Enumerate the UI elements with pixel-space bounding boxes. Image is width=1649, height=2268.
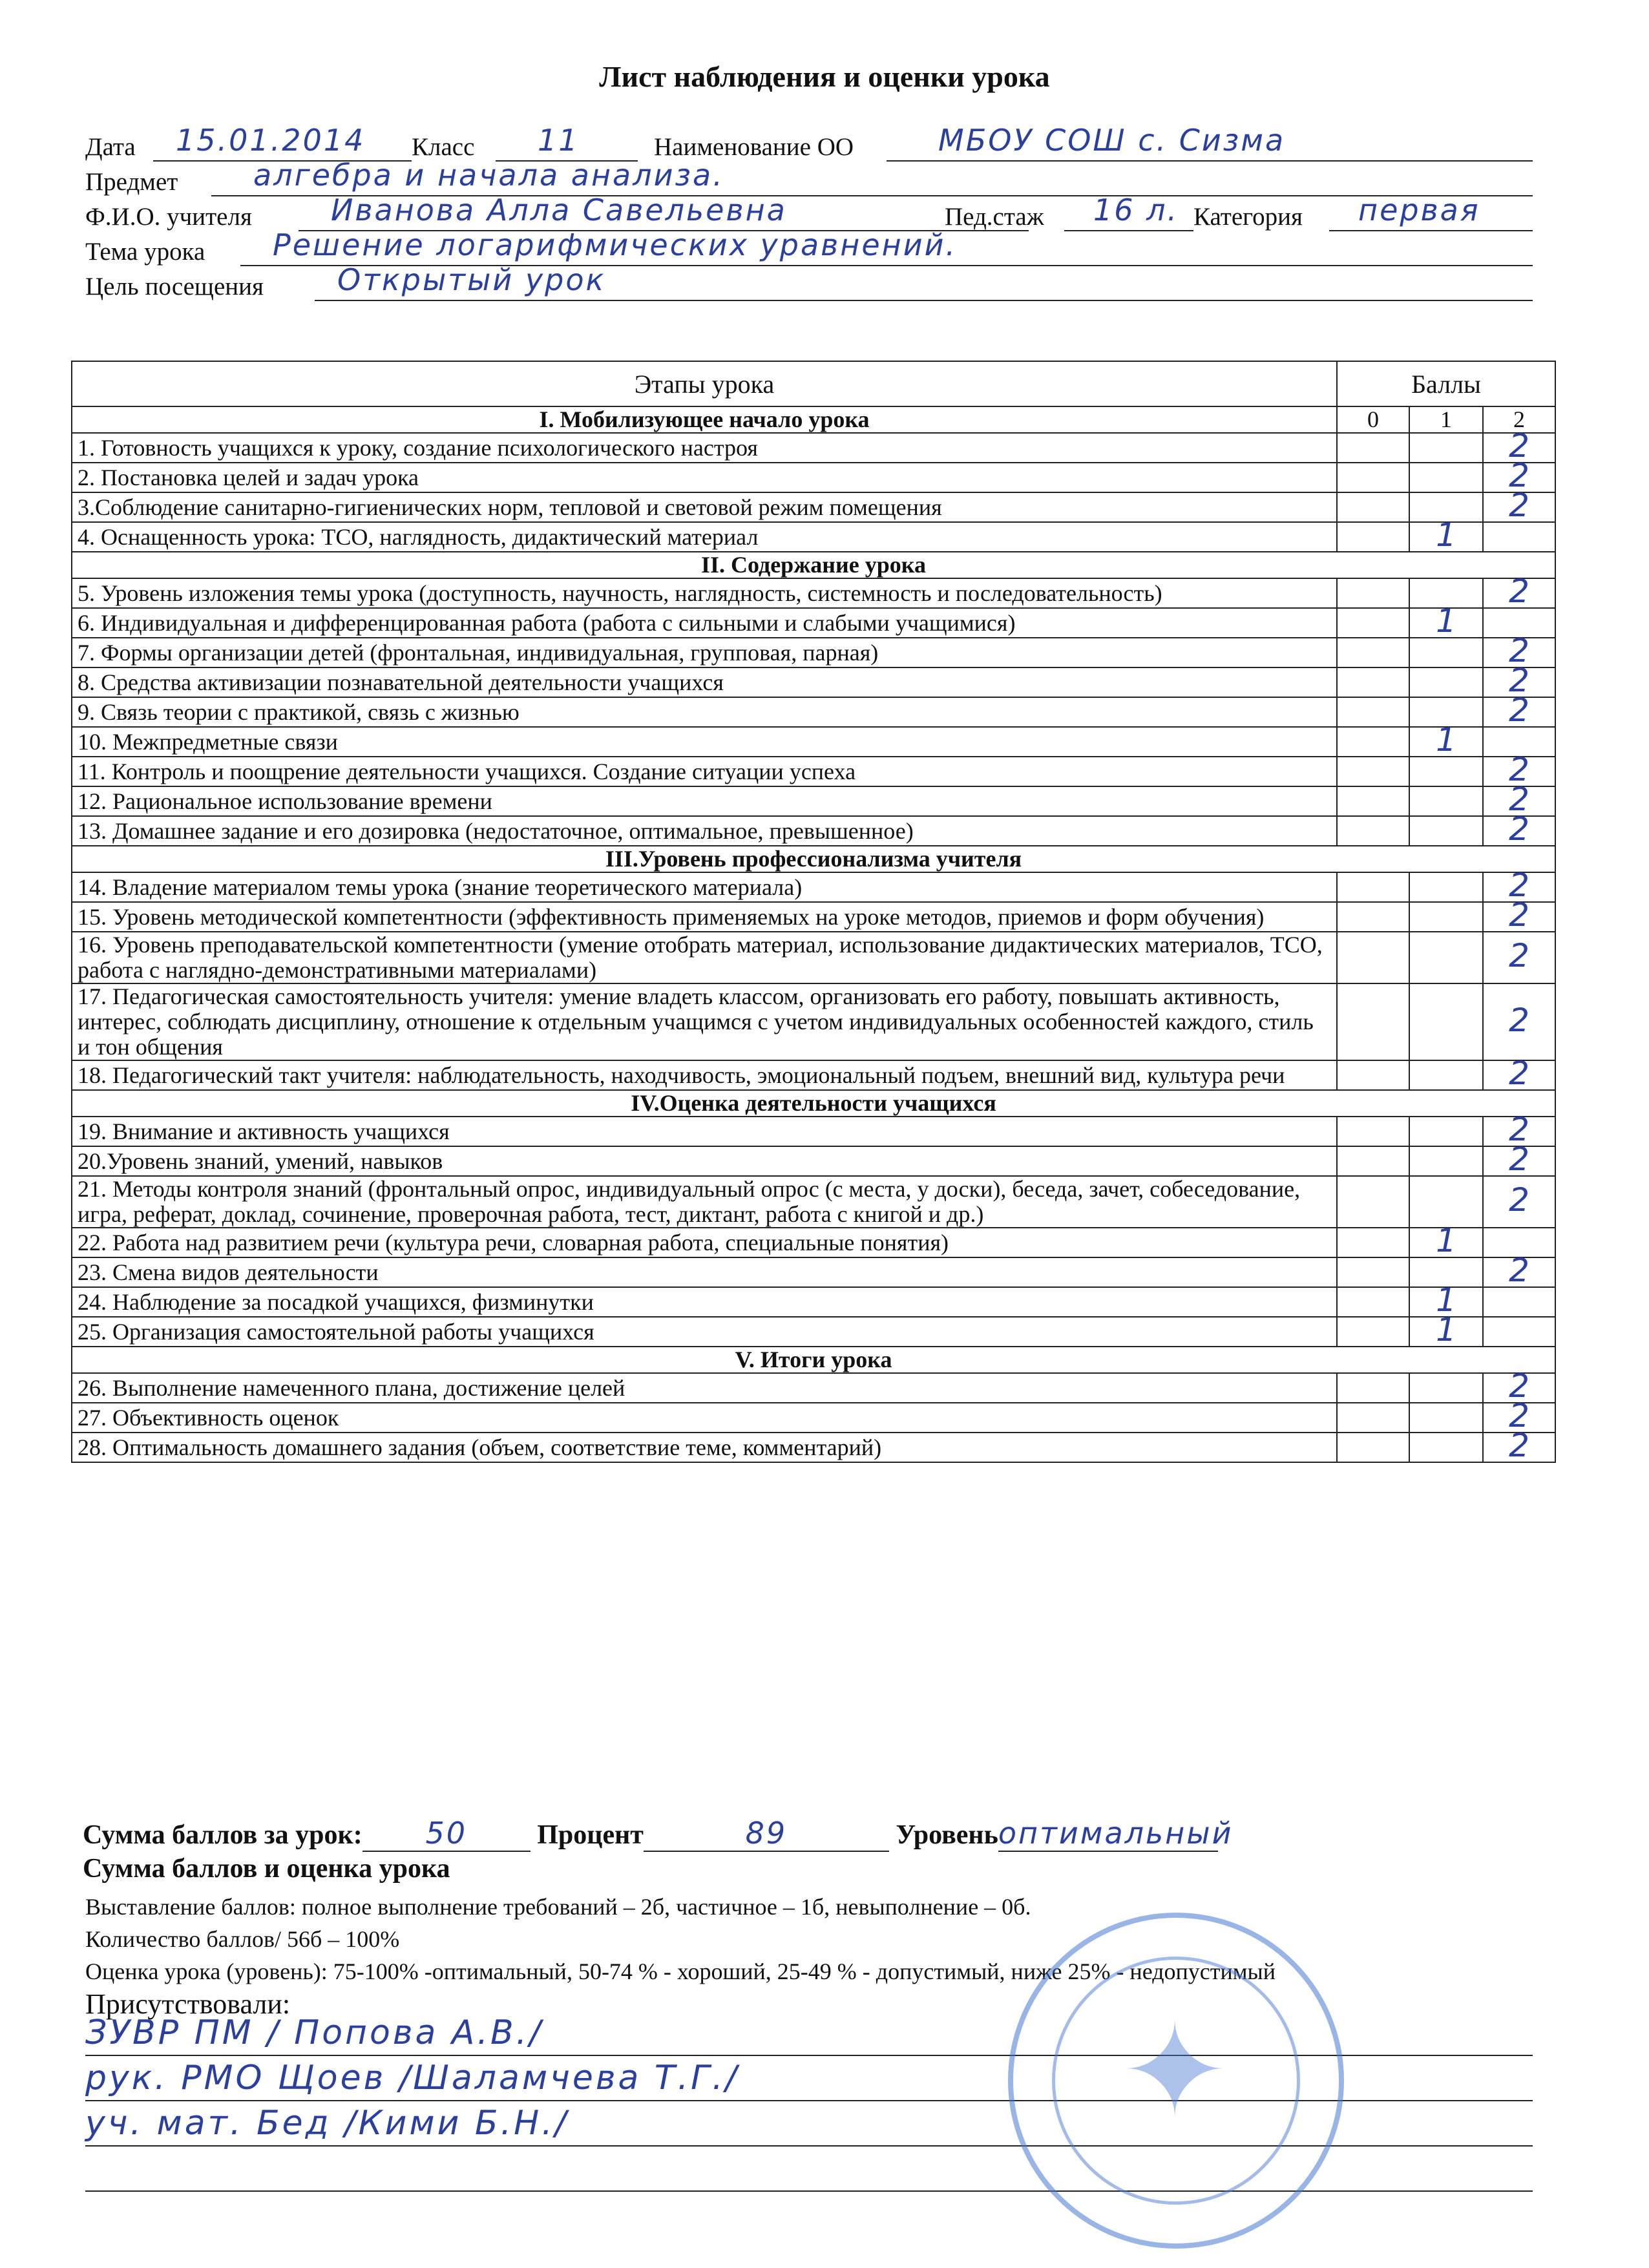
date-label: Дата: [85, 133, 136, 161]
criterion-text: 4. Оснащенность урока: ТСО, наглядность, дидактический материал: [72, 522, 1337, 552]
org-value: МБОУ СОШ с. Сизма: [938, 123, 1286, 158]
score-cell-1: [1409, 721, 1483, 759]
score-mark: 2: [1509, 751, 1529, 788]
table-row: [72, 1287, 1555, 1317]
score-cell-2: [1483, 896, 1555, 934]
table-row: [72, 872, 1555, 902]
score-cell-0: [1337, 786, 1409, 816]
percent-label: Процент: [537, 1820, 644, 1850]
score-cell-2: [1483, 1176, 1555, 1228]
table-row: [72, 433, 1555, 463]
table-row: [72, 1433, 1555, 1462]
score-cell-0: [1337, 578, 1409, 608]
criterion-text: 21. Методы контроля знаний (фронтальный опрос, индивидуальный опрос (с места, у доски), беседа, зачет, собеседование, игра, реферат, доклад, сочинение, проверочная работа, тест, диктант, работа с книгой и др.): [72, 1176, 1337, 1228]
score-mark: 2: [1509, 457, 1529, 494]
table-row: [72, 1176, 1555, 1228]
score-cell-1: [1409, 1222, 1483, 1259]
table-row: [72, 608, 1555, 638]
score-cell-0: [1337, 638, 1409, 667]
scoring-note: Выставление баллов: полное выполнение требований – 2б, частичное – 1б, невыполнение – 0б.: [85, 1894, 1031, 1920]
header-row-subject: [85, 158, 1533, 200]
score-cell-1: [1409, 1176, 1483, 1228]
score-cell-0: [1337, 932, 1409, 983]
attendee-signature-1: ЗУВР ПМ / Попова А.В./: [85, 2013, 543, 2052]
table-row: [72, 522, 1555, 552]
percent-line: [644, 1816, 889, 1852]
score-header-0: 0: [1337, 406, 1409, 433]
criterion-text: 14. Владение материалом темы урока (знание теоретического материала): [72, 872, 1337, 902]
col-stages-header: Этапы урока: [72, 361, 1337, 406]
score-cell-1: [1409, 902, 1483, 932]
table-row: [72, 463, 1555, 492]
level-value: оптимальный: [998, 1816, 1234, 1851]
table-row: [72, 786, 1555, 816]
score-cell-0: [1337, 902, 1409, 932]
criterion-text: 9. Связь теории с практикой, связь с жизнью: [72, 697, 1337, 727]
criterion-text: 25. Организация самостоятельной работы учащихся: [72, 1317, 1337, 1347]
table-row: [72, 983, 1555, 1060]
score-cell-1: [1409, 1060, 1483, 1090]
score-cell-1: [1409, 638, 1483, 667]
score-cell-1: [1409, 786, 1483, 816]
org-label: Наименование ОО: [654, 133, 854, 161]
score-cell-1: [1409, 983, 1483, 1060]
score-mark: 2: [1509, 1367, 1529, 1405]
score-mark: 2: [1509, 937, 1529, 974]
attendee-signature-2: рук. РМО Щоев /Шаламчева Т.Г./: [85, 2059, 740, 2097]
criterion-text: 13. Домашнее задание и его дозировка (недостаточное, оптимальное, превышенное): [72, 816, 1337, 846]
score-mark: 1: [1436, 1311, 1456, 1349]
attendees-label: Присутствовали:: [85, 1988, 291, 2020]
col-points-header: Баллы: [1337, 361, 1555, 406]
score-cell-1: [1409, 872, 1483, 902]
official-stamp: [1008, 1913, 1344, 2249]
score-cell-1: [1409, 667, 1483, 697]
teacher-label: Ф.И.О. учителя: [85, 203, 252, 231]
table-row: [72, 492, 1555, 522]
table-row: [72, 1257, 1555, 1287]
score-cell-2: [1483, 1317, 1555, 1347]
criterion-text: 5. Уровень изложения темы урока (доступность, научность, наглядность, системность и последовательность): [72, 578, 1337, 608]
percent-value: 89: [745, 1816, 788, 1851]
score-cell-0: [1337, 667, 1409, 697]
table-row: [72, 1060, 1555, 1090]
score-mark: 1: [1436, 721, 1456, 759]
criterion-text: 2. Постановка целей и задач урока: [72, 463, 1337, 492]
score-mark: 2: [1509, 866, 1529, 904]
topic-value: Решение логарифмических уравнений.: [273, 227, 958, 262]
score-cell-1: [1409, 1311, 1483, 1349]
score-mark: 2: [1509, 1111, 1529, 1148]
table-row: [72, 1146, 1555, 1176]
criterion-text: 18. Педагогический такт учителя: наблюдательность, находчивость, эмоциональный подъем, внешний вид, культура речи: [72, 1060, 1337, 1090]
score-cell-0: [1337, 1060, 1409, 1090]
criterion-text: 15. Уровень методической компетентности (эффективность применяемых на уроке методов, приемов и форм обучения): [72, 902, 1337, 932]
score-cell-0: [1337, 1176, 1409, 1228]
score-cell-0: [1337, 1403, 1409, 1433]
header-row-topic: [85, 227, 1533, 270]
score-mark: 1: [1436, 1281, 1456, 1319]
score-cell-1: [1409, 932, 1483, 983]
score-cell-1: [1409, 1146, 1483, 1176]
score-mark: 2: [1509, 1140, 1529, 1178]
score-cell-1: [1409, 516, 1483, 554]
criterion-text: 23. Смена видов деятельности: [72, 1257, 1337, 1287]
score-mark: 2: [1509, 1181, 1529, 1219]
table-body: [72, 406, 1555, 1462]
score-cell-0: [1337, 1373, 1409, 1403]
score-cell-2: [1483, 932, 1555, 983]
score-mark: 2: [1509, 487, 1529, 524]
score-cell-1: [1409, 816, 1483, 846]
score-cell-1: [1409, 433, 1483, 463]
table-row: [72, 1228, 1555, 1257]
evaluation-table: [71, 361, 1556, 1463]
table-row: [72, 727, 1555, 757]
criterion-text: 1. Готовность учащихся к уроку, создание психологического настроя: [72, 433, 1337, 463]
experience-label: Пед.стаж: [945, 203, 1044, 231]
score-cell-0: [1337, 463, 1409, 492]
score-cell-0: [1337, 1317, 1409, 1347]
score-cell-0: [1337, 1117, 1409, 1146]
criterion-text: 16. Уровень преподавательской компетентности (умение отобрать материал, использование дидактических материалов, ТСО, работа с наглядно-демонстративными материалами): [72, 932, 1337, 983]
score-mark: 1: [1436, 1222, 1456, 1259]
score-mark: 2: [1509, 781, 1529, 818]
summary-subtitle: Сумма баллов и оценка урока: [83, 1854, 450, 1884]
score-mark: 2: [1509, 662, 1529, 699]
topic-label: Тема урока: [85, 238, 205, 266]
criterion-text: 24. Наблюдение за посадкой учащихся, физминутки: [72, 1287, 1337, 1317]
score-header-1: 1: [1409, 406, 1483, 433]
level-label: Уровень: [896, 1820, 998, 1850]
level-note: Оценка урока (уровень): 75-100% -оптимальный, 50-74 % - хороший, 25-49 % - допустимый, ниже 25% - недопустимый: [85, 1958, 1276, 1984]
score-cell-0: [1337, 697, 1409, 727]
category-value: первая: [1358, 193, 1480, 227]
goal-value: Открытый урок: [337, 262, 606, 297]
criterion-text: 19. Внимание и активность учащихся: [72, 1117, 1337, 1146]
points-note: Количество баллов/ 56б – 100%: [85, 1926, 400, 1952]
score-cell-1: [1409, 463, 1483, 492]
score-mark: 2: [1509, 572, 1529, 610]
criterion-text: 8. Средства активизации познавательной деятельности учащихся: [72, 667, 1337, 697]
score-cell-0: [1337, 1146, 1409, 1176]
eagle-emblem-icon: ✦: [1120, 2001, 1229, 2144]
class-label: Класс: [412, 133, 475, 161]
total-line: [362, 1816, 530, 1852]
criterion-text: 20.Уровень знаний, умений, навыков: [72, 1146, 1337, 1176]
score-mark: 2: [1509, 691, 1529, 729]
score-cell-0: [1337, 1257, 1409, 1287]
score-cell-2: [1483, 522, 1555, 552]
table-row: [72, 667, 1555, 697]
score-cell-0: [1337, 433, 1409, 463]
criterion-text: 3.Соблюдение санитарно-гигиенических норм, тепловой и световой режим помещения: [72, 492, 1337, 522]
subject-label: Предмет: [85, 168, 178, 196]
section-title: I. Мобилизующее начало урока: [72, 406, 1337, 433]
goal-label: Цель посещения: [85, 273, 264, 300]
score-mark: 2: [1509, 1397, 1529, 1434]
score-cell-2: [1483, 572, 1555, 610]
criterion-text: 27. Объективность оценок: [72, 1403, 1337, 1433]
score-cell-0: [1337, 522, 1409, 552]
criterion-text: 26. Выполнение намеченного плана, достижение целей: [72, 1373, 1337, 1403]
table-row: [72, 757, 1555, 786]
criterion-text: 10. Межпредметные связи: [72, 727, 1337, 757]
table-row: [72, 1403, 1555, 1433]
section-row: [72, 1347, 1555, 1373]
score-mark: 1: [1436, 516, 1456, 554]
subject-value: алгебра и начала анализа.: [253, 158, 724, 193]
section-title: II. Содержание урока: [72, 552, 1555, 578]
section-row: [72, 1090, 1555, 1117]
score-cell-0: [1337, 1433, 1409, 1462]
score-mark: 2: [1509, 896, 1529, 934]
score-mark: 2: [1509, 1427, 1529, 1464]
score-mark: 2: [1509, 427, 1529, 465]
table-row: [72, 697, 1555, 727]
level-line: [998, 1816, 1234, 1852]
date-value: 15.01.2014: [176, 123, 366, 158]
teacher-value: Иванова Алла Савельевна: [331, 193, 787, 227]
table-row: [72, 1117, 1555, 1146]
score-cell-1: [1409, 1373, 1483, 1403]
score-cell-0: [1337, 816, 1409, 846]
score-header-2: 2: [1483, 406, 1555, 433]
score-cell-1: [1409, 1117, 1483, 1146]
score-cell-2: [1483, 1427, 1555, 1464]
score-mark: 2: [1509, 1252, 1529, 1289]
score-mark: 1: [1436, 602, 1456, 640]
table-row: [72, 1317, 1555, 1347]
score-cell-0: [1337, 1287, 1409, 1317]
section-title: IV.Оценка деятельности учащихся: [72, 1090, 1555, 1117]
score-cell-1: [1409, 1403, 1483, 1433]
score-cell-0: [1337, 727, 1409, 757]
criterion-text: 17. Педагогическая самостоятельность учителя: умение владеть классом, организовать его работу, повышать активность, интерес, соблюдать дисциплину, отношение к отдельным учащимся с учетом индивидуальных особенностей каждого, стиль и тон общения: [72, 983, 1337, 1060]
total-label: Сумма баллов за урок:: [83, 1820, 362, 1850]
criterion-text: 28. Оптимальность домашнего задания (объем, соответствие теме, комментарий): [72, 1433, 1337, 1462]
score-cell-1: [1409, 757, 1483, 786]
table-row: [72, 816, 1555, 846]
score-cell-2: [1483, 1252, 1555, 1289]
score-mark: 2: [1509, 632, 1529, 669]
score-cell-2: [1483, 487, 1555, 524]
section-row: [72, 406, 1555, 433]
score-cell-0: [1337, 608, 1409, 638]
score-cell-0: [1337, 757, 1409, 786]
score-mark: 2: [1509, 1001, 1529, 1039]
score-cell-1: [1409, 1433, 1483, 1462]
score-cell-2: [1483, 983, 1555, 1060]
score-cell-0: [1337, 492, 1409, 522]
table-row: [72, 1373, 1555, 1403]
score-cell-2: [1483, 1140, 1555, 1178]
score-cell-2: [1483, 691, 1555, 729]
score-cell-0: [1337, 983, 1409, 1060]
attendee-signature-3: уч. мат. Бед /Кими Б.Н./: [85, 2104, 569, 2143]
score-cell-0: [1337, 1228, 1409, 1257]
score-mark: 2: [1509, 1055, 1529, 1092]
section-row: [72, 846, 1555, 872]
criterion-text: 7. Формы организации детей (фронтальная, индивидуальная, групповая, парная): [72, 638, 1337, 667]
score-cell-2: [1483, 810, 1555, 848]
criterion-text: 12. Рациональное использование времени: [72, 786, 1337, 816]
section-row: [72, 552, 1555, 578]
score-mark: 2: [1509, 810, 1529, 848]
score-cell-1: [1409, 602, 1483, 640]
header-row-goal: [85, 262, 1533, 305]
score-cell-2: [1483, 1055, 1555, 1092]
table-row: [72, 932, 1555, 983]
criterion-text: 11. Контроль и поощрение деятельности учащихся. Создание ситуации успеха: [72, 757, 1337, 786]
table-row: [72, 638, 1555, 667]
class-value: 11: [538, 123, 580, 158]
score-cell-0: [1337, 872, 1409, 902]
category-label: Категория: [1193, 203, 1303, 231]
criterion-text: 22. Работа над развитием речи (культура речи, словарная работа, специальные понятия): [72, 1228, 1337, 1257]
section-title: V. Итоги урока: [72, 1347, 1555, 1373]
score-cell-2: [1483, 1287, 1555, 1317]
summary-row: [83, 1816, 1234, 1852]
total-value: 50: [425, 1816, 467, 1851]
section-title: III.Уровень профессионализма учителя: [72, 846, 1555, 872]
table-row: [72, 902, 1555, 932]
table-row: [72, 578, 1555, 608]
table-header-row: [72, 361, 1555, 406]
page-title: Лист наблюдения и оценки урока: [599, 60, 1050, 93]
experience-value: 16 л.: [1093, 193, 1179, 227]
criterion-text: 6. Индивидуальная и дифференцированная работа (работа с сильными и слабыми учащимися): [72, 608, 1337, 638]
